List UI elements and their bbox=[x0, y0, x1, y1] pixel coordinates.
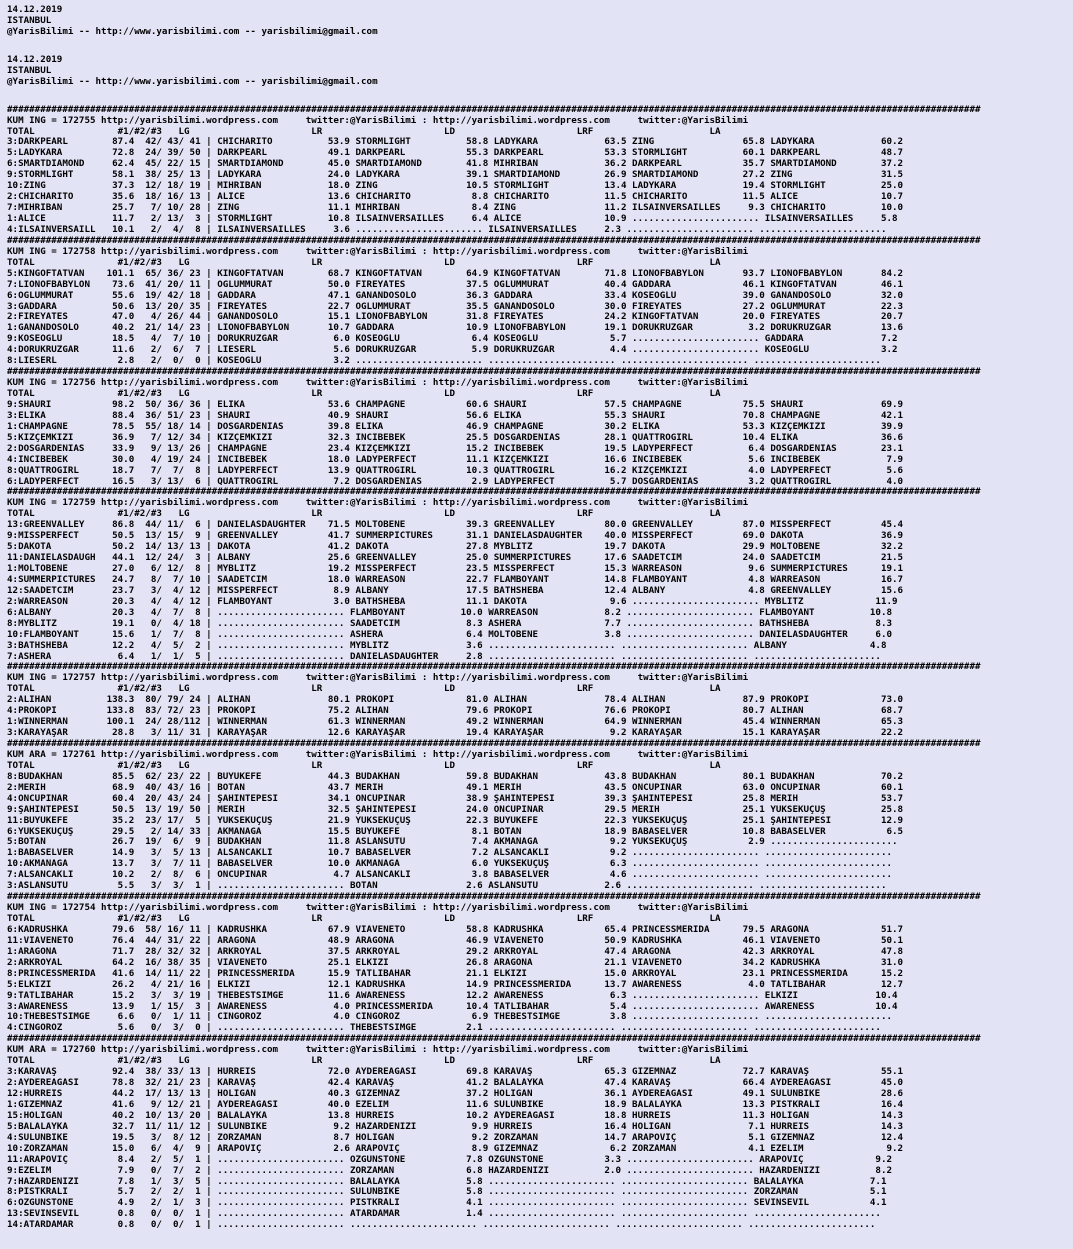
column-headers: TOTAL #1/#2/#3 LG LR LD LRF LA bbox=[7, 914, 721, 924]
column-headers: TOTAL #1/#2/#3 LG LR LD LRF LA bbox=[7, 760, 721, 771]
report-date: 14.12.2019 bbox=[7, 5, 63, 15]
table-row: 1:ARAGONA 71.7 28/ 32/ 32 | ARKROYAL 37.5 ARKROYAL 29.2 ARKROYAL 47.4 ARAGONA 42.3 ARKROYAL 47.8 bbox=[7, 946, 904, 957]
table-row: 8:BUDAKHAN 85.5 62/ 23/ 22 | BÜYÜKEFE 44.3 BUDAKHAN 59.8 BUDAKHAN 43.8 BUDAKHAN 80.1 BUDAKHAN 70.2 bbox=[7, 771, 904, 782]
table-row: 2:ALİHAN 138.3 80/ 79/ 24 | ALİHAN 80.1 PROKOPİ 81.0 ALİHAN 78.4 ALİHAN 87.9 PROKOPİ 73.0 bbox=[7, 695, 904, 706]
table-row: 10:FLAMBOYANT 15.6 1/ 7/ 8 | ....................... ASHERA 6.4 MOLTOBENE 3.8 ....................... DANIELASDAUGHTER 6.0 bbox=[7, 629, 893, 640]
table-row: 1:GİZEMNAZ 41.6 9/ 12/ 21 | AYDEREAĞASI 40.0 EZELİM 11.6 SÜLÜNBİKE 18.9 BALALAYKA 13.3 PİSTKRALI 16.4 bbox=[7, 1099, 904, 1110]
table-row: 4:İNCİBEBEK 30.0 4/ 19/ 24 | İNCİBEBEK 18.0 LADYPERFECT 11.1 KIZÇEMKIZI 16.6 İNCİBEBEK 5.6 İNCİBEBEK 7.9 bbox=[7, 454, 904, 465]
table-row: 6:ÖZGÜNSTONE 4.9 2/ 1/ 3 | ....................... PİSTKRALI 4.1 ....................... ....................... SEVİNSEVİL 4.1 bbox=[7, 1198, 887, 1209]
table-row: 11:BÜYÜKEFE 35.2 23/ 17/ 5 | YÜKSEKUÇUŞ 21.9 YÜKSEKUÇUŞ 22.3 BÜYÜKEFE 22.3 YÜKSEKUÇUŞ 25.1 ŞAHİNTEPESİ 12.9 bbox=[7, 815, 904, 826]
column-headers: TOTAL #1/#2/#3 LG LR LD LRF LA bbox=[7, 684, 721, 695]
table-row: 14:ATARDAMAR 0.8 0/ 0/ 1 | ....................... ....................... ....................... ....................... ....................... bbox=[7, 1220, 876, 1231]
table-row: 9:STORMLIGHT 58.1 38/ 25/ 13 | LADYKARA 24.0 LADYKARA 39.1 SMARTDIAMOND 26.9 SMARTDIAMOND 27.2 ZING 31.5 bbox=[7, 170, 904, 181]
race-section bbox=[7, 892, 1069, 1034]
table-row: 6:LADYPERFECT 16.5 3/ 13/ 6 | QUATTROGIRL 7.2 DOSGARDENIAS 2.9 LADYPERFECT 5.7 DOSGARDENIAS 3.2 QUATTROGIRL 4.0 bbox=[7, 476, 904, 487]
table-row: 11:VIAVENETO 76.4 44/ 31/ 22 | ARAGONA 48.9 ARAGONA 46.9 VIAVENETO 50.9 KADRUSHKA 46.1 VIAVENETO 50.1 bbox=[7, 935, 904, 946]
race-title: KUM ING = 172758 http://yarisbilimi.wordpress.com twitter:@YarisBilimi : http://yarisbilimi.wordpress.com twitter:@YarisBilimi bbox=[7, 246, 749, 257]
race-title: KUM ING = 172757 http://yarisbilimi.wordpress.com twitter:@YarisBilimi : http://yarisbilimi.wordpress.com twitter:@YarisBilimi bbox=[7, 673, 749, 684]
table-row: 2:WARREASON 20.3 4/ 4/ 12 | FLAMBOYANT 3.0 BATHSHEBA 11.1 DAKOTA 9.6 ....................... MYBLITZ 11.9 bbox=[7, 596, 898, 607]
table-row: 8:PRINCESSMERİDA 41.6 14/ 11/ 22 | PRINCESSMERİDA 15.9 TATLIBAHAR 21.1 ELKIZI 15.0 ARKROYAL 23.1 PRINCESSMERİDA 15.2 bbox=[7, 968, 904, 979]
table-row: 5:BOTAN 26.7 19/ 6/ 9 | BUDAKHAN 11.8 ASLANSUTU 7.4 AKMANAĞA 9.2 YÜKSEKUÇUŞ 2.9 ....................... bbox=[7, 837, 898, 848]
race-title: KUM ING = 172756 http://yarisbilimi.wordpress.com twitter:@YarisBilimi : http://yarisbilimi.wordpress.com twitter:@YarisBilimi bbox=[7, 378, 749, 389]
race-title: KUM ING = 172754 http://yarisbilimi.wordpress.com twitter:@YarisBilimi : http://yarisbilimi.wordpress.com twitter:@YarisBilimi bbox=[7, 903, 749, 914]
table-row: 5:ELKIZI 26.2 4/ 21/ 16 | ELKIZI 12.1 KADRUSHKA 14.9 PRINCESSMERİDA 13.7 AWARENESS 4.0 TATLIBAHAR 12.7 bbox=[7, 979, 904, 990]
separator-line: ################################################################################################################################################################################ bbox=[7, 235, 981, 246]
table-row: 10:ZING 37.3 12/ 18/ 19 | MİHRİBAN 18.0 ZING 10.5 STORMLIGHT 13.4 LADYKARA 19.4 STORMLIGHT 25.0 bbox=[7, 181, 904, 192]
table-row: 1:GANANDOSOLO 40.2 21/ 14/ 23 | LIONOFBABYLON 10.7 GADDARA 10.9 LIONOFBABYLON 19.1 DORUKRUZGAR 3.2 DORUKRUZGAR 13.6 bbox=[7, 323, 904, 334]
table-row: 5:DAKOTA 50.2 14/ 13/ 13 | DAKOTA 41.2 DAKOTA 27.8 MYBLITZ 19.7 DAKOTA 29.9 MOLTOBENE 32.2 bbox=[7, 542, 904, 553]
separator-line: ################################################################################################################################################################################ bbox=[7, 487, 981, 498]
race-section bbox=[7, 1034, 1069, 1231]
table-row: 13:SEVİNSEVİL 0.8 0/ 0/ 1 | ....................... ATARDAMAR 1.4 ....................... ....................... ....................... bbox=[7, 1209, 881, 1220]
separator-line: ################################################################################################################################################################################ bbox=[7, 739, 981, 749]
race-title: KUM ING = 172755 http://yarisbilimi.wordpress.com twitter:@YarisBilimi : http://yarisbilimi.wordpress.com twitter:@YarisBilimi bbox=[7, 115, 749, 126]
separator-line: ################################################################################################################################################################################ bbox=[7, 662, 981, 673]
table-row: 9:EZELİM 7.9 0/ 7/ 2 | ....................... ZORZAMAN 6.8 HAZARDENİZİ 2.0 ....................... HAZARDENİZİ 8.2 bbox=[7, 1165, 893, 1176]
table-row: 3:DARKPEARL 87.4 42/ 43/ 41 | CHICHARITO 53.9 STORMLIGHT 58.8 LADYKARA 63.5 ZING 65.8 LADYKARA 60.2 bbox=[7, 137, 904, 148]
report-city: ISTANBUL bbox=[7, 15, 52, 26]
table-row: 1:ALICE 11.7 2/ 13/ 3 | STORMLIGHT 10.8 ILSAINVERSAILLES 6.4 ALICE 10.9 ....................... ILSAINVERSAILLES 5.8 bbox=[7, 214, 898, 224]
table-row: 4:SUMMERPICTURES 24.7 8/ 7/ 10 | SAADETCİM 18.0 WARREASON 22.7 FLAMBOYANT 14.8 FLAMBOYANT 4.8 WARREASON 16.7 bbox=[7, 574, 904, 585]
table-row: 5:KINGOFTATVAN 101.1 65/ 36/ 23 | KINGOFTATVAN 68.7 KINGOFTATVAN 64.9 KINGOFTATVAN 71.8 LIONOFBABYLON 93.7 LIONOFBABYLON 84.2 bbox=[7, 268, 904, 279]
table-row: 1:BABASELVER 14.9 3/ 5/ 13 | ALSANCAKLI 10.7 BABASELVER 7.2 ALSANCAKLI 9.2 ....................... ....................... bbox=[7, 848, 893, 859]
table-row: 9:TATLIBAHAR 15.2 3/ 3/ 19 | THEBESTSİMGE 11.6 AWARENESS 12.2 AWARENESS 6.3 ....................... ELKIZI 10.4 bbox=[7, 990, 898, 1001]
table-row: 3:KARAVAŞ 92.4 38/ 33/ 13 | HÜRREİS 72.0 AYDEREAĞASI 69.8 KARAVAŞ 65.3 GİZEMNAZ 72.7 KARAVAŞ 55.1 bbox=[7, 1067, 904, 1078]
table-row: 1:MOLTOBENE 27.0 6/ 12/ 8 | MYBLITZ 19.2 MISSPERFECT 23.5 MISSPERFECT 15.3 WARREASON 9.6 SUMMERPICTURES 19.1 bbox=[7, 564, 904, 574]
table-row: 6:ALBANY 20.3 4/ 7/ 8 | ....................... FLAMBOYANT 10.0 WARREASON 8.2 ....................... FLAMBOYANT 10.8 bbox=[7, 607, 893, 618]
table-row: 10:ZORZAMAN 15.0 6/ 4/ 9 | ARAPOVİÇ 2.6 ARAPOVİÇ 8.9 GİZEMNAZ 6.2 ZORZAMAN 4.1 EZELİM 9.2 bbox=[7, 1143, 904, 1154]
race-section bbox=[7, 487, 1069, 662]
table-row: 5:BALALAYKA 32.7 11/ 11/ 12 | SÜLÜNBİKE 9.2 HAZARDENİZİ 9.9 HÜRREİS 16.4 HOLİGAN 7.1 HÜRREİS 14.3 bbox=[7, 1121, 904, 1132]
race-title: KUM ING = 172759 http://yarisbilimi.wordpress.com twitter:@YarisBilimi : http://yarisbilimi.wordpress.com twitter:@YarisBilimi bbox=[7, 498, 749, 509]
table-row: 11:ARAPOVİÇ 8.4 2/ 5/ 1 | ....................... ÖZGÜNSTONE 7.8 ÖZGÜNSTONE 3.3 ....................... ARAPOVİÇ 9.2 bbox=[7, 1154, 893, 1165]
table-row: 13:GREENVALLEY 86.8 44/ 11/ 6 | DANIELASDAUGHTER 71.5 MOLTOBENE 39.3 GREENVALLEY 80.0 GREENVALLEY 87.0 MISSPERFECT 45.4 bbox=[7, 520, 904, 531]
table-row: 3:BATHSHEBA 12.2 4/ 5/ 2 | ....................... MYBLITZ 3.6 ....................... ....................... ALBANY 4.8 bbox=[7, 640, 887, 651]
table-row: 7:ASHERA 6.4 1/ 1/ 5 | ....................... DANIELASDAUGHTER 2.8 ....................... ....................... ....................... bbox=[7, 651, 881, 662]
table-row: 7:ALSANCAKLI 10.2 2/ 8/ 6 | ONCUPINAR 4.7 ALSANCAKLI 3.8 BABASELVER 4.6 ....................... ....................... bbox=[7, 870, 893, 881]
table-row: 3:ELIKA 88.4 36/ 51/ 23 | SHAURI 40.9 SHAURI 56.6 ELIKA 55.3 SHAURI 70.8 CHAMPAGNE 42.1 bbox=[7, 410, 904, 421]
report-contact: @YarisBilimi -- http://www.yarisbilimi.com -- yarisbilimi@gmail.com bbox=[7, 26, 378, 37]
column-headers: TOTAL #1/#2/#3 LG LR LD LRF LA bbox=[7, 389, 721, 399]
table-row: 6:OGLUMMURAT 55.6 19/ 42/ 18 | GADDARA 47.1 GANANDOSOLO 36.3 GADDARA 33.4 KOSEOGLU 39.0 GANANDOSOLO 32.0 bbox=[7, 290, 904, 301]
table-row: 8:PİSTKRALI 5.7 2/ 2/ 1 | ....................... SÜLÜNBİKE 5.8 ....................... ....................... ZORZAMAN 5.1 bbox=[7, 1187, 887, 1198]
table-row: 4:SÜLÜNBİKE 19.5 3/ 8/ 12 | ZORZAMAN 8.7 HOLİGAN 9.2 ZORZAMAN 14.7 ARAPOVİÇ 5.1 GİZEMNAZ 12.4 bbox=[7, 1132, 904, 1143]
table-row: 5:KIZÇEMKIZI 36.9 7/ 12/ 34 | KIZÇEMKIZI 32.3 İNCİBEBEK 25.5 DOSGARDENIAS 28.1 QUATTROGIRL 10.4 ELIKA 36.6 bbox=[7, 432, 904, 443]
table-row: 3:KARAYAŞAR 28.8 3/ 11/ 31 | KARAYAŞAR 12.6 KARAYAŞAR 19.4 KARAYAŞAR 9.2 KARAYAŞAR 15.1 KARAYAŞAR 22.2 bbox=[7, 728, 904, 739]
separator-line: ################################################################################################################################################################################ bbox=[7, 367, 981, 378]
header-gap bbox=[7, 38, 1069, 55]
table-row: 3:GADDARA 50.6 13/ 20/ 35 | FIREYATES 22.7 OGLUMMURAT 35.5 GANANDOSOLO 30.0 FIREYATES 27.2 OGLUMMURAT 22.3 bbox=[7, 301, 904, 312]
separator-line: ################################################################################################################################################################################ bbox=[7, 892, 981, 903]
table-row: 15:HOLİGAN 40.2 10/ 13/ 20 | BALALAYKA 13.8 HÜRREİS 10.2 AYDEREAĞASI 18.8 HÜRREİS 11.3 HOLİGAN 14.3 bbox=[7, 1110, 904, 1121]
report-city: ISTANBUL bbox=[7, 65, 52, 76]
column-headers: TOTAL #1/#2/#3 LG LR LD LRF LA bbox=[7, 1056, 721, 1067]
table-row: 1:WINNERMAN 100.1 24/ 28/112 | WINNERMAN 61.3 WINNERMAN 49.2 WINNERMAN 64.9 WINNERMAN 45.4 WINNERMAN 65.3 bbox=[7, 717, 904, 728]
table-row: 3:AWARENESS 13.9 1/ 15/ 3 | AWARENESS 4.0 PRINCESSMERİDA 10.4 TATLIBAHAR 5.4 ....................... AWARENESS 10.4 bbox=[7, 1001, 898, 1012]
race-tables bbox=[7, 105, 1069, 1232]
race-section bbox=[7, 105, 1069, 236]
table-row: 4:PROKOPİ 133.8 83/ 72/ 23 | PROKOPİ 75.2 ALİHAN 79.6 PROKOPİ 76.6 PROKOPİ 80.7 ALİHAN 68.7 bbox=[7, 706, 904, 717]
race-section bbox=[7, 367, 1069, 487]
table-row: 5:LADYKARA 72.8 24/ 39/ 50 | DARKPEARL 49.1 DARKPEARL 55.3 DARKPEARL 53.3 STORMLIGHT 60.1 DARKPEARL 48.7 bbox=[7, 148, 904, 159]
table-row: 10:THEBESTSİMGE 6.6 0/ 1/ 11 | CİNGOROZ 4.0 CİNGOROZ 6.9 THEBESTSİMGE 3.8 ....................... ....................... bbox=[7, 1012, 893, 1023]
header-block-1 bbox=[7, 5, 1069, 38]
report-contact: @YarisBilimi -- http://www.yarisbilimi.com -- yarisbilimi@gmail.com bbox=[7, 76, 378, 87]
separator-line: ################################################################################################################################################################################ bbox=[7, 104, 981, 115]
table-row: 7:LIONOFBABYLON 73.6 41/ 20/ 11 | OGLUMMURAT 50.0 FIREYATES 37.5 OGLUMMURAT 40.4 GADDARA 46.1 KINGOFTATVAN 46.1 bbox=[7, 279, 904, 290]
column-headers: TOTAL #1/#2/#3 LG LR LD LRF LA bbox=[7, 126, 721, 137]
table-row: 9:ŞAHİNTEPESİ 50.5 13/ 19/ 50 | MERİH 32.5 ŞAHİNTEPESİ 24.0 ONCUPINAR 29.5 MERİH 25.1 YÜKSEKUÇUŞ 25.8 bbox=[7, 804, 904, 815]
race-title: KUM ARA = 172760 http://yarisbilimi.wordpress.com twitter:@YarisBilimi : http://yarisbilimi.wordpress.com twitter:@YarisBilimi bbox=[7, 1045, 749, 1056]
table-row: 8:QUATTROGIRL 18.7 7/ 7/ 8 | LADYPERFECT 13.9 QUATTROGIRL 10.3 QUATTROGIRL 16.2 KIZÇEMKIZI 4.0 LADYPERFECT 5.6 bbox=[7, 465, 904, 476]
table-row: 9:SHAURI 98.2 50/ 36/ 36 | ELIKA 53.6 CHAMPAGNE 60.6 SHAURI 57.5 CHAMPAGNE 75.5 SHAURI 69.9 bbox=[7, 399, 904, 410]
table-row: 2:ARKROYAL 64.2 16/ 38/ 35 | VIAVENETO 25.1 ELKIZI 26.8 ARAGONA 21.1 VIAVENETO 34.2 KADRUSHKA 31.0 bbox=[7, 957, 904, 968]
table-row: 10:AKMANAĞA 13.7 3/ 7/ 11 | BABASELVER 10.0 AKMANAĞA 6.0 YÜKSEKUÇUŞ 6.3 ....................... ....................... bbox=[7, 859, 893, 870]
table-row: 3:ASLANSUTU 5.5 3/ 3/ 1 | ....................... BOTAN 2.6 ASLANSUTU 2.6 ....................... ....................... bbox=[7, 881, 887, 892]
header-block-2 bbox=[7, 55, 1069, 88]
race-section bbox=[7, 236, 1069, 367]
table-row: 7:MİHRİBAN 25.7 7/ 10/ 28 | ZING 11.1 MİHRİBAN 8.4 ZING 11.2 ILSAINVERSAILLES 9.3 CHICHARITO 10.0 bbox=[7, 203, 904, 214]
table-row: 6:YÜKSEKUÇUŞ 29.5 2/ 14/ 33 | AKMANAĞA 15.5 BÜYÜKEFE 8.1 BOTAN 18.9 BABASELVER 10.8 BABASELVER 6.5 bbox=[7, 826, 904, 837]
table-row: 6:KADRUSHKA 79.6 58/ 16/ 11 | KADRUSHKA 67.9 VIAVENETO 58.8 KADRUSHKA 65.4 PRINCESSMERİDA 79.5 ARAGONA 51.7 bbox=[7, 924, 904, 935]
table-row: 11:DANIELASDAUGH 44.1 12/ 24/ 3 | ALBANY 25.6 GREENVALLEY 25.0 SUMMERPICTURES 17.6 SAADETCİM 24.0 SAADETCİM 21.5 bbox=[7, 553, 904, 564]
table-row: 4:CİNGOROZ 5.6 0/ 3/ 0 | ....................... THEBESTSİMGE 2.1 ....................... ....................... ....................... bbox=[7, 1023, 881, 1034]
table-row: 4:ILSAINVERSAILL 10.1 2/ 4/ 8 | ILSAINVERSAILLES 3.6 ....................... ILSAINVERSAILLES 2.3 ....................... ....................... bbox=[7, 224, 887, 235]
table-row: 7:HAZARDENİZİ 7.8 1/ 3/ 5 | ....................... BALALAYKA 5.8 ....................... ....................... BALALAYKA 7.1 bbox=[7, 1176, 887, 1187]
table-row: 4:ONCUPINAR 60.4 20/ 43/ 24 | ŞAHİNTEPESİ 34.1 ONCUPINAR 38.9 ŞAHİNTEPESİ 39.3 ŞAHİNTEPESİ 25.8 MERİH 53.7 bbox=[7, 793, 904, 804]
table-row: 9:MISSPERFECT 50.5 13/ 15/ 9 | GREENVALLEY 41.7 SUMMERPICTURES 31.1 DANIELASDAUGHTER 40.0 MISSPERFECT 69.0 DAKOTA 36.9 bbox=[7, 531, 904, 542]
race-section bbox=[7, 662, 1069, 739]
table-row: 2:DOSGARDENIAS 33.9 9/ 13/ 26 | CHAMPAGNE 23.4 KIZÇEMKIZI 15.2 İNCİBEBEK 19.5 LADYPERFECT 6.4 DOSGARDENIAS 23.1 bbox=[7, 443, 904, 454]
header-gap bbox=[7, 88, 1069, 105]
table-row: 8:MYBLITZ 19.1 0/ 4/ 18 | ....................... SAADETCİM 8.3 ASHERA 7.7 ....................... BATHSHEBA 8.3 bbox=[7, 618, 893, 629]
table-row: 9:KOSEOGLU 18.5 4/ 7/ 10 | DORUKRUZGAR 6.0 KOSEOGLU 6.4 KOSEOGLU 5.7 ....................... GADDARA 7.2 bbox=[7, 334, 898, 345]
column-headers: TOTAL #1/#2/#3 LG LR LD LRF LA bbox=[7, 257, 721, 268]
column-headers: TOTAL #1/#2/#3 LG LR LD LRF LA bbox=[7, 509, 721, 520]
table-row: 8:LIESERL 2.8 2/ 0/ 0 | KOSEOGLU 3.2 ....................... ....................... ....................... ....................... bbox=[7, 356, 881, 367]
table-row: 2:FIREYATES 47.0 4/ 26/ 44 | GANANDOSOLO 15.1 LIONOFBABYLON 31.8 FIREYATES 24.2 KINGOFTATVAN 20.0 FIREYATES 20.7 bbox=[7, 312, 904, 323]
table-row: 6:SMARTDIAMOND 62.4 45/ 22/ 15 | SMARTDIAMOND 45.0 SMARTDIAMOND 41.8 MİHRİBAN 36.2 DARKPEARL 35.7 SMARTDIAMOND 37.2 bbox=[7, 159, 904, 170]
table-row: 12:SAADETCİM 23.7 3/ 4/ 12 | MISSPERFECT 8.9 ALBANY 17.5 BATHSHEBA 12.4 ALBANY 4.8 GREENVALLEY 15.6 bbox=[7, 585, 904, 596]
race-title: KUM ARA = 172761 http://yarisbilimi.wordpress.com twitter:@YarisBilimi : http://yarisbilimi.wordpress.com twitter:@YarisBilimi bbox=[7, 749, 749, 760]
table-row: 2:AYDEREAĞASI 78.8 32/ 21/ 23 | KARAVAŞ 42.4 KARAVAŞ 41.2 BALALAYKA 47.4 KARAVAŞ 66.4 AYDEREAĞASI 45.0 bbox=[7, 1078, 904, 1089]
table-row: 12:HÜRREİS 44.2 17/ 13/ 13 | HOLİGAN 40.3 GİZEMNAZ 37.2 HOLİGAN 36.1 AYDEREAĞASI 49.1 SÜLÜNBİKE 28.6 bbox=[7, 1089, 904, 1099]
report-date: 14.12.2019 bbox=[7, 54, 63, 65]
table-row: 1:CHAMPAGNE 78.5 55/ 18/ 14 | DOSGARDENIAS 39.8 ELIKA 46.9 CHAMPAGNE 30.2 ELIKA 53.3 KIZÇEMKIZI 39.9 bbox=[7, 421, 904, 432]
separator-line: ################################################################################################################################################################################ bbox=[7, 1034, 981, 1045]
report-document bbox=[7, 5, 1069, 1231]
race-section bbox=[7, 739, 1069, 892]
table-row: 2:CHICHARITO 35.6 18/ 16/ 13 | ALICE 13.6 CHICHARITO 8.8 CHICHARITO 11.5 CHICHARITO 11.5 ALICE 10.7 bbox=[7, 192, 904, 203]
table-row: 4:DORUKRUZGAR 11.6 2/ 6/ 7 | LIESERL 5.6 DORUKRUZGAR 5.9 DORUKRUZGAR 4.4 ....................... KOSEOGLU 3.2 bbox=[7, 345, 898, 356]
table-row: 2:MERİH 68.9 40/ 43/ 16 | BOTAN 43.7 MERİH 49.1 MERİH 43.5 ONCUPINAR 63.0 ONCUPINAR 60.1 bbox=[7, 782, 904, 793]
